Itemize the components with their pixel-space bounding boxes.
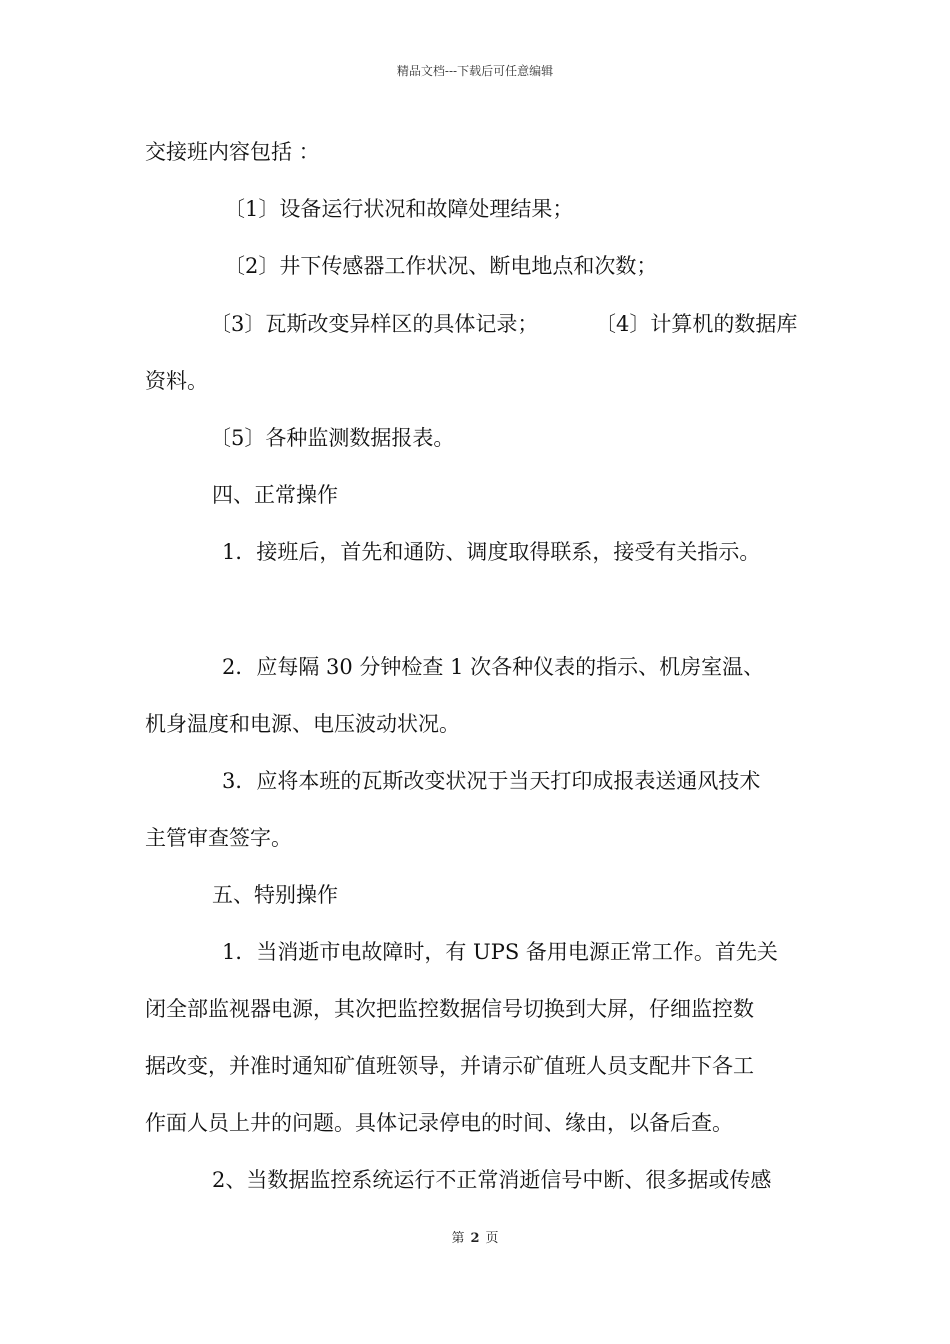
text-line: 闭全部监视器电源，其次把监控数据信号切换到大屏，仔细监控数 xyxy=(145,997,754,1021)
text-line: 〔1〕设备运行状况和故障处理结果； xyxy=(224,197,574,221)
page-header: 精品文档---下载后可任意编辑 xyxy=(396,64,554,78)
text-line: 资料。 xyxy=(145,369,208,393)
text-line: 3．应将本班的瓦斯改变状况于当天打印成报表送通风技术 xyxy=(222,769,761,793)
section-heading: 四、正常操作 xyxy=(212,483,338,507)
text-line: 机身温度和电源、电压波动状况。 xyxy=(145,712,460,736)
text-line: 2、当数据监控系统运行不正常消逝信号中断、很多据或传感 xyxy=(212,1168,772,1192)
section-heading: 五、特别操作 xyxy=(212,883,338,907)
text-line: 〔5〕各种监测数据报表。 xyxy=(210,426,455,450)
text-line: 〔4〕计算机的数据库 xyxy=(595,312,798,336)
text-line: 交接班内容包括 ： xyxy=(145,140,320,164)
text-line: 2．应每隔 30 分钟检查 1 次各种仪表的指示、机房室温、 xyxy=(222,655,765,679)
page-label-prefix: 第 xyxy=(451,1231,465,1246)
text-line: 〔3〕瓦斯改变异样区的具体记录； xyxy=(210,312,539,336)
page-label-suffix: 页 xyxy=(485,1231,499,1246)
text-line: 主管审查签字。 xyxy=(145,826,292,850)
text-line: 1．当消逝市电故障时，有 UPS 备用电源正常工作。首先关 xyxy=(222,940,778,964)
text-line: 据改变，并准时通知矿值班领导，并请示矿值班人员支配井下各工 xyxy=(145,1054,754,1078)
text-line: 作面人员上井的问题。具体记录停电的时间、缘由，以备后查。 xyxy=(145,1111,733,1135)
page-footer xyxy=(0,1227,950,1246)
page-number: 2 xyxy=(470,1231,480,1246)
text-line: 〔2〕井下传感器工作状况、断电地点和次数； xyxy=(224,254,658,278)
text-line: 1．接班后，首先和通防、调度取得联系，接受有关指示。 xyxy=(222,540,761,564)
